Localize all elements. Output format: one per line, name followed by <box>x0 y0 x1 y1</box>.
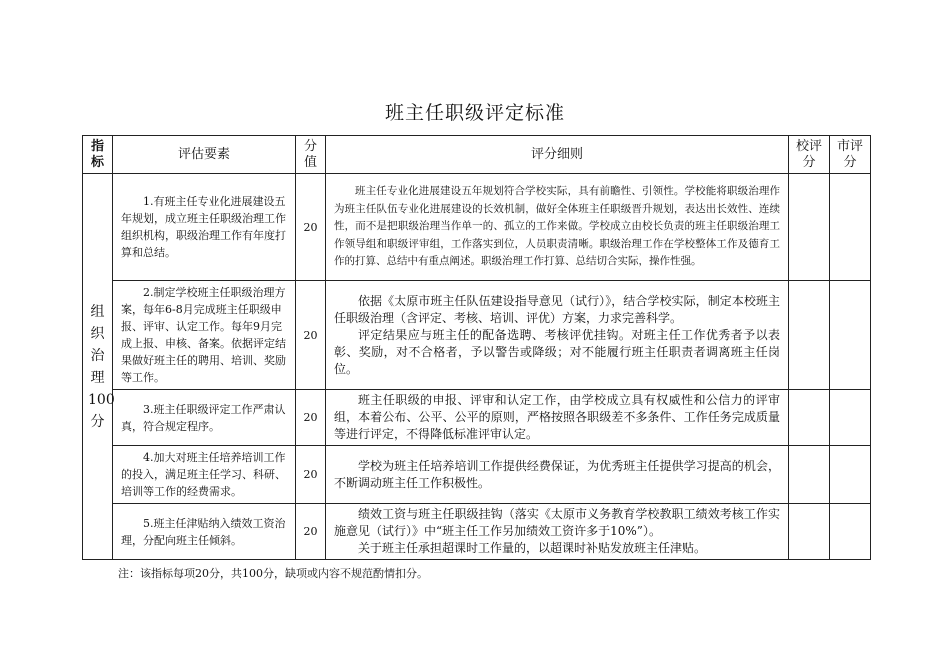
details-cell: 班主任专业化进展建设五年规划符合学校实际，具有前瞻性、引领性。学校能将职级治理作为班主任队伍专业化进展建设的长效机制，做好全体班主任职级晋升规划，表达出长效性、连续性，而不是把职级治理当作单一的、孤立的工作来做。学校成立由校长负责的班主任职级治理工作领导组和职级评审组，工作落实到位，人员职责清晰。职级治理工作在学校整体工作及德育工作的打算、总结中有重点阐述。职级治理工作打算、总结切合实际，操作性强。 <box>326 174 789 281</box>
details-cell: 依据《太原市班主任队伍建设指导意见（试行）》，结合学校实际，制定本校班主任职级治理（含评定、考核、培训、评优）方案，力求完善科学。 评定结果应与班主任的配备选聘、考核评优挂钩。对班主任工作优秀者予以表彰、奖励，对不合格者，予以警告或降级；对不能履行班主任职责者调离班主任岗位。 <box>326 281 789 390</box>
score-cell: 20 <box>296 504 326 560</box>
requirement-cell: 3.班主任职级评定工作严肃认真，符合规定程序。 <box>113 390 296 446</box>
category-points: 100分 <box>88 391 115 430</box>
table-row <box>83 390 871 446</box>
requirement-cell: 1.有班主任专业化进展建设五年规划，成立班主任职级治理工作组织机构，职级治理工作有年度打算和总结。 <box>113 174 296 281</box>
header-elements: 评估要素 <box>113 136 296 174</box>
score-cell: 20 <box>296 390 326 446</box>
table-row <box>83 446 871 504</box>
category-label: 组织治理 <box>90 303 105 386</box>
category-cell <box>83 174 113 560</box>
city-score-cell[interactable] <box>830 446 871 504</box>
city-score-cell[interactable] <box>830 390 871 446</box>
school-score-cell[interactable] <box>789 446 830 504</box>
requirement-cell: 5.班主任津贴纳入绩效工资治理，分配向班主任倾斜。 <box>113 504 296 560</box>
requirement-cell: 2.制定学校班主任职级治理方案，每年6-8月完成班主任职级申报、评审、认定工作。每年9月完成上报、申核、备案。依据评定结果做好班主任的聘用、培训、奖励等工作。 <box>113 281 296 390</box>
table-row <box>83 174 871 281</box>
school-score-cell[interactable] <box>789 390 830 446</box>
table-header-row <box>83 136 871 174</box>
city-score-cell[interactable] <box>830 281 871 390</box>
details-cell: 班主任职级的申报、评审和认定工作，由学校成立具有权威性和公信力的评审组，本着公布、公平、公平的原则，严格按照各职级差不多条件、工作任务完成质量等进行评定，不得降低标准评审认定。 <box>326 390 789 446</box>
school-score-cell[interactable] <box>789 281 830 390</box>
table-row <box>83 504 871 560</box>
evaluation-table <box>82 135 871 560</box>
details-cell: 绩效工资与班主任职级挂钩（落实《太原市义务教育学校教职工绩效考核工作实施意见（试行）》中“班主任工作另加绩效工资许多于10%”）。 关于班主任承担超课时工作量的，以超课时补贴发放班主任津贴。 <box>326 504 789 560</box>
city-score-cell[interactable] <box>830 504 871 560</box>
footnote: 注：该指标每项20分，共100分，缺项或内容不规范酌情扣分。 <box>118 567 428 580</box>
page-title: 班主任职级评定标准 <box>384 102 565 124</box>
header-city-eval: 市评分 <box>830 136 871 174</box>
details-cell: 学校为班主任培养培训工作提供经费保证，为优秀班主任提供学习提高的机会，不断调动班主任工作积极性。 <box>326 446 789 504</box>
score-cell: 20 <box>296 174 326 281</box>
header-school-eval: 校评分 <box>789 136 830 174</box>
score-cell: 20 <box>296 446 326 504</box>
score-cell: 20 <box>296 281 326 390</box>
school-score-cell[interactable] <box>789 504 830 560</box>
requirement-cell: 4.加大对班主任培养培训工作的投入，满足班主任学习、科研、培训等工作的经费需求。 <box>113 446 296 504</box>
school-score-cell[interactable] <box>789 174 830 281</box>
header-details: 评分细则 <box>326 136 789 174</box>
table-row <box>83 281 871 390</box>
city-score-cell[interactable] <box>830 174 871 281</box>
header-score: 分值 <box>296 136 326 174</box>
header-indicator: 指标 <box>83 136 113 174</box>
